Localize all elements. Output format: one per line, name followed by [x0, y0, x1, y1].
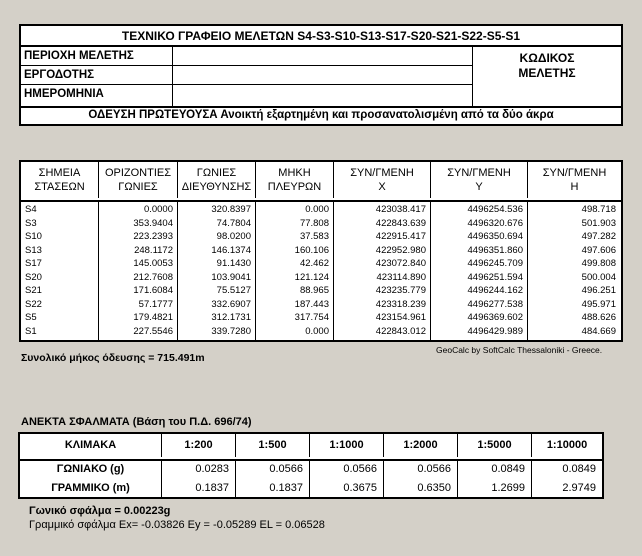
station-cell: S17 [25, 258, 42, 269]
project-header [19, 24, 623, 126]
table-row [21, 244, 621, 257]
tolerance-value-cell: 0.0566 [236, 459, 310, 479]
study-code-line2: ΜΕΛΕΤΗΣ [518, 66, 576, 80]
client-label: ΕΡΓΟΔΟΤΗΣ [21, 66, 173, 85]
bearing-cell: 75.5127 [216, 285, 251, 296]
bearing-cell: 103.9041 [211, 271, 251, 283]
horizontal-angle-cell: 212.7608 [133, 271, 173, 283]
coord-h-cell: 497.606 [581, 244, 616, 256]
side-length-cell: 121.124 [294, 271, 329, 283]
coord-y-cell: 4496254.536 [467, 204, 523, 215]
tolerances-table [18, 432, 604, 499]
station-cell: S21 [25, 285, 42, 296]
coord-y-cell: 4496277.538 [467, 298, 523, 310]
table-row [21, 230, 621, 243]
side-length-cell: 0.000 [305, 325, 329, 337]
study-area-label: ΠΕΡΙΟΧΗ ΜΕΛΕΤΗΣ [21, 47, 173, 66]
tol-header-scale: ΚΛΙΜΑΚΑ [20, 434, 162, 457]
horizontal-angle-cell: 57.1777 [138, 298, 173, 310]
station-cell: S22 [25, 298, 42, 310]
station-cell: S13 [25, 244, 42, 256]
tolerance-value-cell: 0.0566 [384, 459, 458, 479]
horizontal-angle-cell: 248.1172 [134, 244, 173, 256]
station-cell: S10 [25, 231, 42, 242]
coord-x-cell: 423038.417 [375, 204, 426, 215]
coord-x-cell: 422952.980 [375, 244, 426, 256]
coord-h-cell: 496.251 [581, 285, 616, 296]
table-row [21, 271, 621, 284]
coordinates-table-body [21, 200, 621, 340]
station-cell: S3 [25, 217, 37, 229]
station-cell: S20 [25, 271, 42, 283]
coord-y-cell: 4496429.989 [467, 325, 523, 337]
study-code-label [473, 47, 621, 106]
side-length-cell: 37.583 [299, 231, 329, 242]
coord-x-cell: 422915.417 [375, 231, 426, 242]
study-code-line1: ΚΩΔΙΚΟΣ [519, 51, 575, 65]
coord-x-cell: 423154.961 [375, 312, 426, 323]
horizontal-angle-cell: 227.5546 [133, 325, 173, 337]
bearing-cell: 339.7280 [211, 325, 251, 337]
coord-y-cell: 4496351.860 [467, 244, 523, 256]
table-row [21, 217, 621, 230]
side-length-cell: 160.106 [294, 244, 329, 256]
tolerance-row-label: ΓΩΝΙΑΚΟ (g) [20, 459, 162, 479]
coord-h-cell: 488.626 [581, 312, 616, 323]
tolerance-value-cell: 0.6350 [384, 478, 458, 498]
coord-h-cell: 484.669 [581, 325, 616, 337]
table-row [21, 257, 621, 270]
tol-header-5000: 1:5000 [458, 434, 532, 457]
software-credit: GeoCalc by SoftCalc Thessaloniki - Greece. [436, 345, 603, 355]
table-row [21, 325, 621, 338]
coord-x-cell: 422843.639 [375, 217, 426, 229]
side-length-cell: 187.443 [294, 298, 329, 310]
horizontal-angle-cell: 179.4821 [133, 312, 173, 323]
tolerance-value-cell: 1.2699 [458, 478, 532, 498]
total-traverse-length: Συνολικό μήκος όδευσης = 715.491m [21, 352, 205, 364]
tol-header-500: 1:500 [236, 434, 310, 457]
tolerance-value-cell: 0.3675 [310, 478, 384, 498]
bearing-cell: 332.6907 [211, 298, 251, 310]
table-row [21, 311, 621, 324]
table-row [21, 284, 621, 297]
station-cell: S4 [25, 204, 37, 215]
coord-x-cell: 423318.239 [375, 298, 426, 310]
col-header-y: ΣΥΝ/ΓΜΕΝΗ Y [431, 162, 528, 198]
coord-x-cell: 423072.840 [375, 258, 426, 269]
linear-tolerance-row [20, 478, 602, 498]
table-row [21, 203, 621, 216]
coord-x-cell: 423114.890 [376, 271, 426, 283]
col-header-side-lengths: ΜΗΚΗ ΠΛΕΥΡΩΝ [256, 162, 334, 198]
station-cell: S1 [25, 325, 37, 337]
bearing-cell: 74.7804 [216, 217, 251, 229]
coord-h-cell: 501.903 [581, 217, 616, 229]
tolerance-value-cell: 0.0849 [562, 463, 596, 475]
tol-header-10000: 1:10000 [546, 439, 588, 451]
tol-header-1000: 1:1000 [310, 434, 384, 457]
office-title: ΤΕΧΝΙΚΟ ΓΡΑΦΕΙΟ ΜΕΛΕΤΩΝ S4-S3-S10-S13-S17-S20-S21-S22-S5-S1 [21, 26, 621, 47]
bearing-cell: 312.1731 [211, 312, 251, 323]
side-length-cell: 77.808 [299, 217, 329, 229]
tol-header-200: 1:200 [162, 434, 236, 457]
coord-y-cell: 4496350.694 [467, 231, 523, 242]
coord-h-cell: 498.718 [581, 204, 616, 215]
tolerance-value-cell: 0.1837 [162, 478, 236, 498]
side-length-cell: 88.965 [299, 285, 329, 296]
coord-y-cell: 4496320.676 [467, 217, 523, 229]
date-label: ΗΜΕΡΟΜΗΝΙΑ [21, 85, 173, 106]
coord-h-cell: 495.971 [581, 298, 616, 310]
coord-y-cell: 4496369.602 [467, 312, 523, 323]
angular-tolerance-row [20, 459, 602, 479]
table-row [21, 298, 621, 311]
client-field[interactable] [173, 66, 473, 85]
coord-x-cell: 423235.779 [375, 285, 426, 296]
linear-error: Γραμμικό σφάλμα Ex= -0.03826 Ey = -0.05289 EL = 0.06528 [29, 519, 325, 531]
bearing-cell: 98.0200 [216, 231, 251, 242]
col-header-stations: ΣΗΜΕΙΑ ΣΤΑΣΕΩΝ [21, 162, 99, 198]
horizontal-angle-cell: 171.6084 [133, 285, 173, 296]
coord-h-cell: 497.282 [581, 231, 616, 242]
study-area-field[interactable] [173, 47, 473, 66]
side-length-cell: 317.754 [294, 312, 329, 323]
tolerance-value-cell: 0.0566 [310, 459, 384, 479]
tol-header-2000: 1:2000 [384, 434, 458, 457]
side-length-cell: 0.000 [305, 204, 329, 215]
horizontal-angle-cell: 145.0053 [133, 258, 173, 269]
col-header-bearings: ΓΩΝΙΕΣ ΔΙΕΥΘΥΝΣΗΣ [178, 162, 256, 198]
tolerance-value-cell: 2.9749 [562, 482, 596, 494]
tolerance-value-cell: 0.1837 [236, 478, 310, 498]
tolerances-header-row [20, 434, 602, 461]
col-header-horizontal-angles: ΟΡΙΖΟΝΤΙΕΣ ΓΩΝΙΕΣ [99, 162, 178, 198]
horizontal-angle-cell: 353.9404 [133, 217, 173, 229]
date-field[interactable] [173, 85, 473, 106]
horizontal-angle-cell: 223.2393 [133, 231, 173, 242]
traverse-description: ΟΔΕΥΣΗ ΠΡΩΤΕΥΟΥΣΑ Ανοικτή εξαρτημένη και προσανατολισμένη από τα δύο άκρα [21, 106, 621, 124]
bearing-cell: 91.1430 [216, 258, 251, 269]
col-header-x: ΣΥΝ/ΓΜΕΝΗ X [334, 162, 431, 198]
bearing-cell: 320.8397 [211, 204, 251, 215]
coord-x-cell: 422843.012 [375, 325, 426, 337]
angular-error: Γωνικό σφάλμα = 0.00223g [29, 505, 171, 517]
coordinates-table [19, 160, 623, 342]
tolerances-title: ΑΝΕΚΤΑ ΣΦΑΛΜΑΤΑ (Βάση του Π.Δ. 696/74) [21, 416, 252, 428]
coordinates-table-header [21, 162, 621, 202]
tolerance-value-cell: 0.0849 [458, 459, 532, 479]
bearing-cell: 146.1374 [211, 244, 251, 256]
coord-y-cell: 4496251.594 [467, 271, 523, 283]
tolerance-value-cell: 0.0283 [162, 459, 236, 479]
side-length-cell: 42.462 [299, 258, 329, 269]
tolerance-row-label: ΓΡΑΜΜΙΚΟ (m) [20, 478, 162, 498]
col-header-h: ΣΥΝ/ΓΜΕΝΗ H [542, 167, 607, 193]
coord-h-cell: 500.004 [581, 271, 616, 283]
coord-h-cell: 499.808 [581, 258, 616, 269]
coord-y-cell: 4496244.162 [467, 285, 523, 296]
coord-y-cell: 4496245.709 [467, 258, 523, 269]
station-cell: S5 [25, 312, 37, 323]
horizontal-angle-cell: 0.0000 [143, 204, 173, 215]
